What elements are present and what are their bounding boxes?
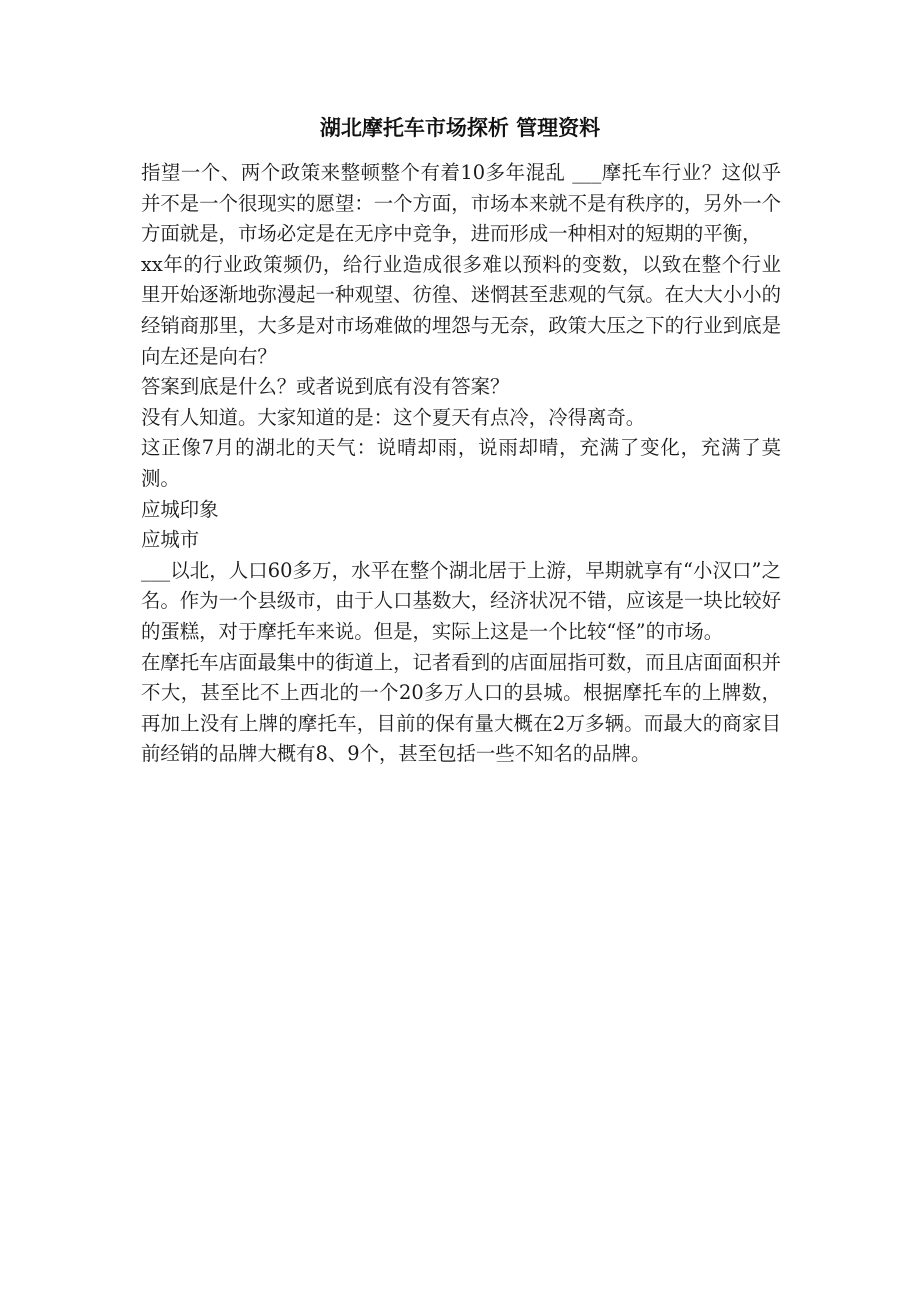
paragraph: 指望一个、两个政策来整顿整个有着10多年混乱 ___摩托车行业？这似乎并不是一个很现实的愿望：一个方面，市场本来就不是有秩序的，另外一个方面就是，市场必定是在无序中竞争，进而形成一种相对的短期的平衡， xyxy=(141,161,781,246)
paragraph: 没有人知道。大家知道的是：这个夏天有点冷，冷得离奇。 xyxy=(141,405,646,429)
section-heading: 应城印象 xyxy=(141,497,219,521)
paragraph: ___以北，人口60多万，水平在整个湖北居于上游，早期就享有“小汉口”之名。作为一个县级市，由于人口基数大，经济状况不错，应该是一块比较好的蛋糕，对于摩托车来说。但是，实际上这是一个比较“怪”的市场。 xyxy=(141,558,781,643)
paragraph: 这正像7月的湖北的天气：说晴却雨，说雨却晴，充满了变化，充满了莫测。 xyxy=(141,436,781,490)
paragraph: 在摩托车店面最集中的街道上，记者看到的店面屈指可数，而且店面面积并不大，甚至比不上西北的一个20多万人口的县城。根据摩托车的上牌数，再加上没有上牌的摩托车，目前的保有量大概在2万多辆。而最大的商家目前经销的品牌大概有8、9个，甚至包括一些不知名的品牌。 xyxy=(141,650,781,766)
section-subheading: 应城市 xyxy=(141,528,200,552)
document-title: 湖北摩托车市场探析 管理资料 xyxy=(319,116,601,140)
document-body xyxy=(141,158,781,770)
paragraph: 答案到底是什么？或者说到底有没有答案？ xyxy=(141,375,510,399)
paragraph: xx年的行业政策频仍，给行业造成很多难以预料的变数，以致在整个行业里开始逐渐地弥漫起一种观望、彷徨、迷惘甚至悲观的气氛。在大大小小的经销商那里，大多是对市场难做的埋怨与无奈，政策大压之下的行业到底是向左还是向右？ xyxy=(141,252,781,368)
